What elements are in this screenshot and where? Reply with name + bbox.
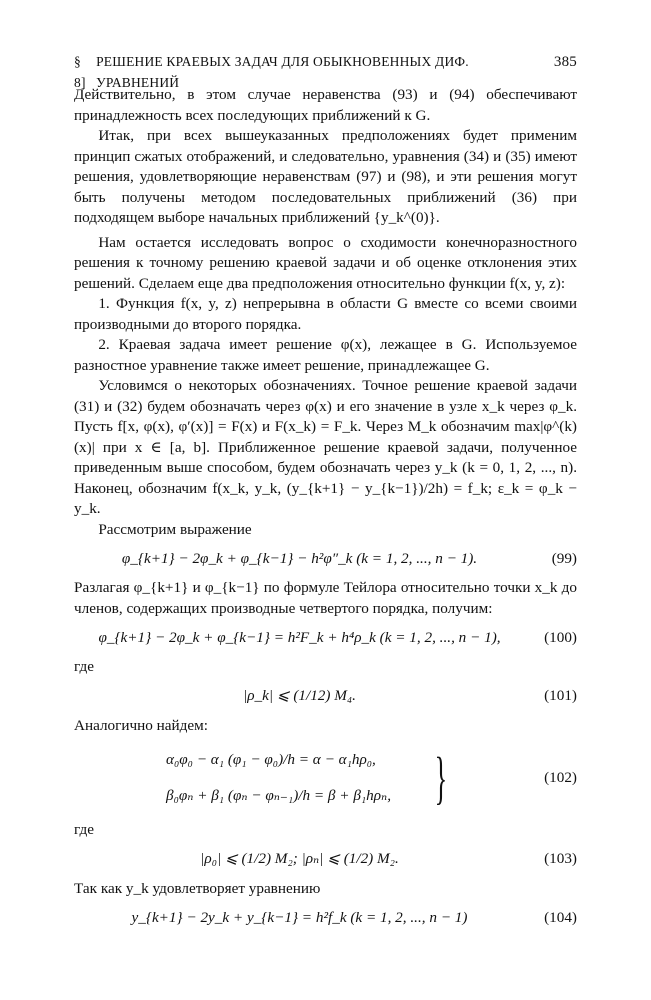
book-page (74, 52, 577, 937)
paragraph-2: Итак, при всех вышеуказанных предположениях будет применим принцип сжатых отображений, и следовательно, уравнения (34) и (35) имеют решения, удовлетворяющие неравенствам (97) и (98), и эти решения могут быть получены методом последовательных приближений (36) при подходящем выборе начальных приближений {y_k^(0)}. (74, 127, 577, 226)
paragraph-10: Аналогично найдем: (74, 716, 208, 734)
equation-100-number: (100) (544, 628, 577, 646)
paragraph-3: Нам остается исследовать вопрос о сходимости конечноразностного решения к точному решению краевой задачи и об оценке отклонения этих решений. Сделаем еще два предположения относительно функции f(x, y, z): (74, 233, 577, 292)
equation-100-body: φ_{k+1} − 2φ_k + φ_{k−1} = h²F_k + h⁴ρ_k (k = 1, 2, ..., n − 1), (98, 628, 501, 646)
paragraph-4: 1. Функция f(x, y, z) непрерывна в области G вместе со всеми своими производными до второго порядка. (74, 295, 577, 333)
equation-100 (74, 624, 577, 652)
running-header (74, 52, 577, 90)
paragraph-12: Так как y_k удовлетворяет уравнению (74, 879, 321, 897)
equation-102-line-2: β₀φₙ + β₁ (φₙ − φₙ₋₁)/h = β + β₁hρₙ, (166, 786, 391, 804)
equation-101-number: (101) (544, 687, 577, 705)
paragraph-8: Разлагая φ_{k+1} и φ_{k−1} по формуле Тейлора относительно точки x_k до членов, содержащих производные четвертого порядка, получим: (74, 579, 577, 617)
equation-104-body: y_{k+1} − 2y_k + y_{k−1} = h²f_k (k = 1, 2, ..., n − 1) (131, 908, 468, 926)
equation-103-number: (103) (544, 850, 577, 868)
equation-101 (74, 683, 577, 711)
equation-103-body: |ρ₀| ⩽ (1/2) M₂; |ρₙ| ⩽ (1/2) M₂. (200, 850, 399, 868)
equation-104-number: (104) (544, 908, 577, 926)
equation-101-body: |ρ_k| ⩽ (1/12) M₄. (243, 687, 356, 705)
paragraph-9: где (74, 658, 94, 675)
header-section: § 8] (74, 54, 86, 90)
equation-102 (74, 742, 577, 814)
page-number: 385 (553, 54, 577, 70)
right-brace-icon: } (434, 745, 448, 810)
paragraph-7: Рассмотрим выражение (98, 520, 252, 538)
equation-99 (74, 545, 577, 573)
equation-99-number: (99) (551, 549, 577, 567)
equation-99-body: φ_{k+1} − 2φ_k + φ_{k−1} − h²φ″_k (k = 1, 2, ..., n − 1). (121, 549, 478, 567)
header-title: РЕШЕНИЕ КРАЕВЫХ ЗАДАЧ ДЛЯ ОБЫКНОВЕННЫХ ДИФ. УРАВНЕНИЙ (96, 54, 469, 90)
paragraph-11: где (74, 821, 94, 838)
paragraph-1: Действительно, в этом случае неравенства (93) и (94) обеспечивают принадлежность всех последующих приближений к G. (74, 86, 577, 124)
equation-103 (74, 846, 577, 874)
equation-102-line-1: α₀φ₀ − α₁ (φ₁ − φ₀)/h = α − α₁hρ₀, (166, 750, 376, 768)
equation-104 (74, 904, 577, 932)
paragraph-6: Условимся о некоторых обозначениях. Точное решение краевой задачи (31) и (32) будем обозначать через φ(x) и его значение в узле x_k через φ_k. Пусть f[x, φ(x), φ′(x)] = F(x) и F(x_k) = F_k. Через M_k обозначим max|φ^(k)(x)| при x ∈ [a, b]. Приближенное решение краевой задачи, полученное приведенным выше способом, будем обозначать через y_k (k = 0, 1, 2, ..., n). Наконец, обозначим f(x_k, y_k, (y_{k+1} − y_{k−1})/2h) = f_k; ε_k = φ_k − y_k. (74, 377, 577, 517)
equation-102-number: (102) (544, 768, 577, 786)
paragraph-5: 2. Краевая задача имеет решение φ(x), лежащее в G. Используемое разностное уравнение также имеет решение, принадлежащее G. (74, 336, 577, 374)
